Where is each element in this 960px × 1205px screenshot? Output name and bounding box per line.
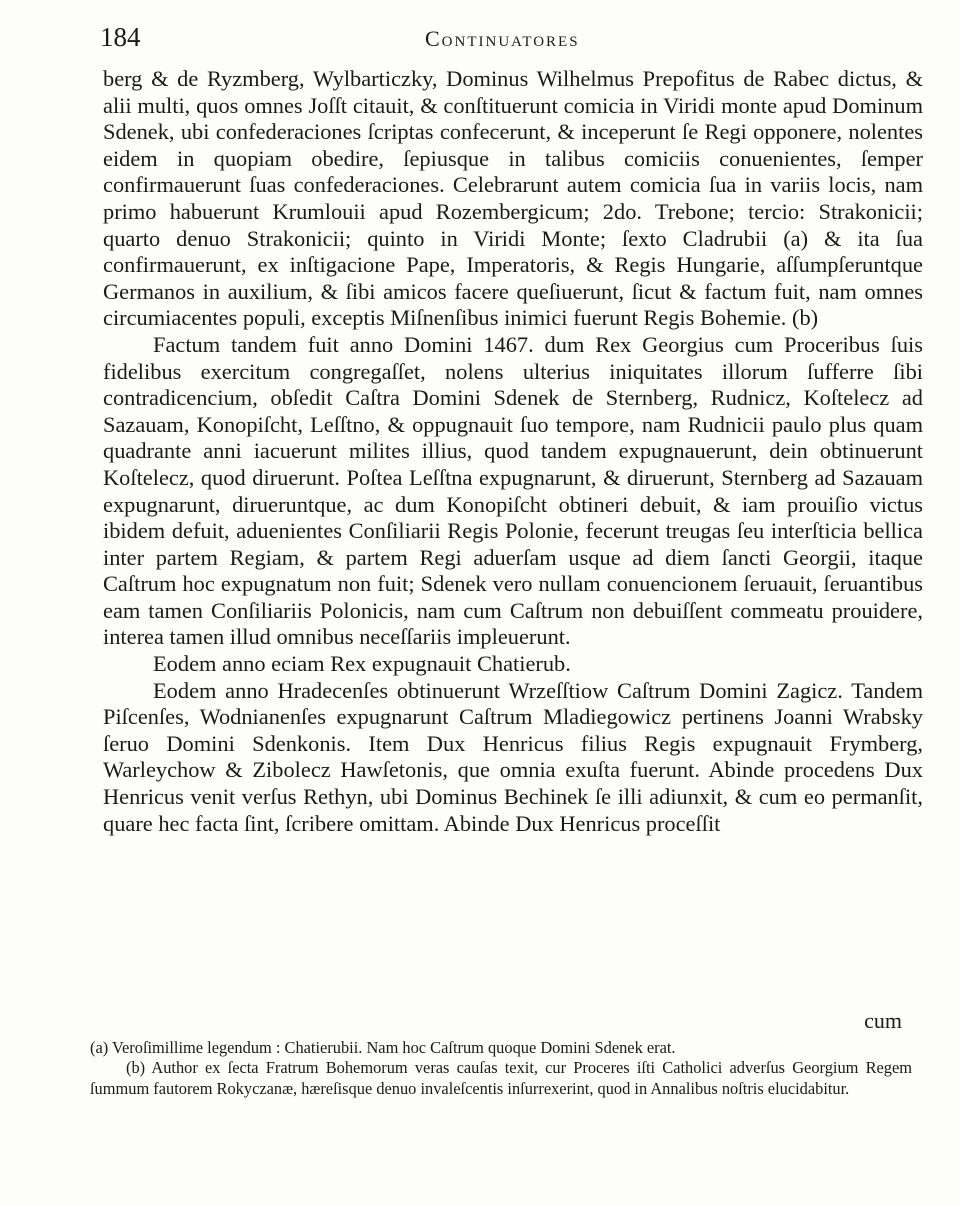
running-head: Continuatores <box>425 26 580 51</box>
page-header <box>100 22 930 62</box>
footnotes <box>90 1038 912 1099</box>
paragraph: berg & de Ryzmberg, Wylbarticzky, Dominus Wilhelmus Prepofitus de Rabec dictus, & alii multi, quos omnes Joſſt citauit, & conſtituerunt comicia in Viridi monte apud Dominum Sdenek, ubi confederaciones ſcriptas confecerunt, & inceperunt ſe Regi opponere, nolentes eidem in quopiam obedire, ſepiusque in talibus comiciis conuenientes, ſemper confirmauerunt ſuas confederaciones. Celebrarunt autem comicia ſua in variis locis, nam primo habuerunt Krumlouii apud Rozembergicum; 2do. Trebone; tercio: Strakonicii; quarto denuo Strakonicii; quinto in Viridi Monte; ſexto Cladrubii (a) & ita ſua confirmauerunt, ex inſtigacione Pape, Imperatoris, & Regis Hungarie, aſſumpſeruntque Germanos in auxilium, & ſibi amicos facere queſiuerunt, ſicut & factum fuit, nam omnes circumiacentes populi, exceptis Miſnenſibus inimici fuerunt Regis Bohemie. (b) <box>103 66 923 331</box>
page-number: 184 <box>100 22 141 52</box>
footnote-a: (a) Veroſimillime legendum : Chatierubii. Nam hoc Caſtrum quoque Domini Sdenek erat. <box>90 1038 676 1057</box>
paragraph: Eodem anno eciam Rex expugnauit Chatierub. <box>153 651 571 677</box>
paragraph: Factum tandem fuit anno Domini 1467. dum Rex Georgius cum Proceribus ſuis fidelibus exercitum congregaſſet, nolens ulterius iniquitates illorum ſufferre ſibi contradicencium, obſedit Caſtra Domini Sdenek de Sternberg, Rudnicz, Koſtelecz ad Sazauam, Konopiſcht, Leſſtno, & oppugnauit ſuo tempore, nam Rudnicii paulo plus quam quadrante anni iacuerunt milites illius, quod tandem expugnauerunt, dein obtinuerunt Koſtelecz, quod diruerunt. Poſtea Leſſtna expugnarunt, & diruerunt, Sternberg ad Sazauam expugnarunt, dirueruntque, ac dum Konopiſcht obtineri debuit, & iam prouiſio victus ibidem defuit, aduenientes Conſiliarii Regis Polonie, fecerunt treugas ſeu interſticia bellica inter partem Regiam, & partem Regi aduerſam usque ad diem ſancti Georgii, itaque Caſtrum hoc expugnatum non fuit; Sdenek vero nullam conuencionem ſeruauit, ſeruantibus eam tamen Conſiliariis Polonicis, nam cum Caſtrum non debuiſſent commeatu prouidere, interea tamen illud omnibus neceſſariis impleuerunt. <box>103 331 923 650</box>
footnote-b: (b) Author ex ſecta Fratrum Bohemorum veras cauſas texit, cur Proceres iſti Catholici adverſus Georgium Regem ſummum fautorem Rokyczanæ, hæreſisque denuo invaleſcentis inſurrexerint, quod in Annalibus noſtris elucidabitur. <box>90 1058 912 1098</box>
catchword: cum <box>864 1008 902 1033</box>
main-text <box>103 66 923 837</box>
paragraph: Eodem anno Hradecenſes obtinuerunt Wrzeſſtiow Caſtrum Domini Zagicz. Tandem Piſcenſes, Wodnianenſes expugnarunt Caſtrum Mladiegowicz pertinens Joanni Wrabsky ſeruo Domini Sdenkonis. Item Dux Henricus filius Regis expugnauit Frymberg, Warleychow & Zibolecz Hawſetonis, que omnia exuſta fuerunt. Abinde procedens Dux Henricus venit verſus Rethyn, ubi Dominus Bechinek ſe illi adiunxit, & cum eo permanſit, quare hec facta ſint, ſcribere omittam. Abinde Dux Henricus proceſſit <box>103 677 923 836</box>
